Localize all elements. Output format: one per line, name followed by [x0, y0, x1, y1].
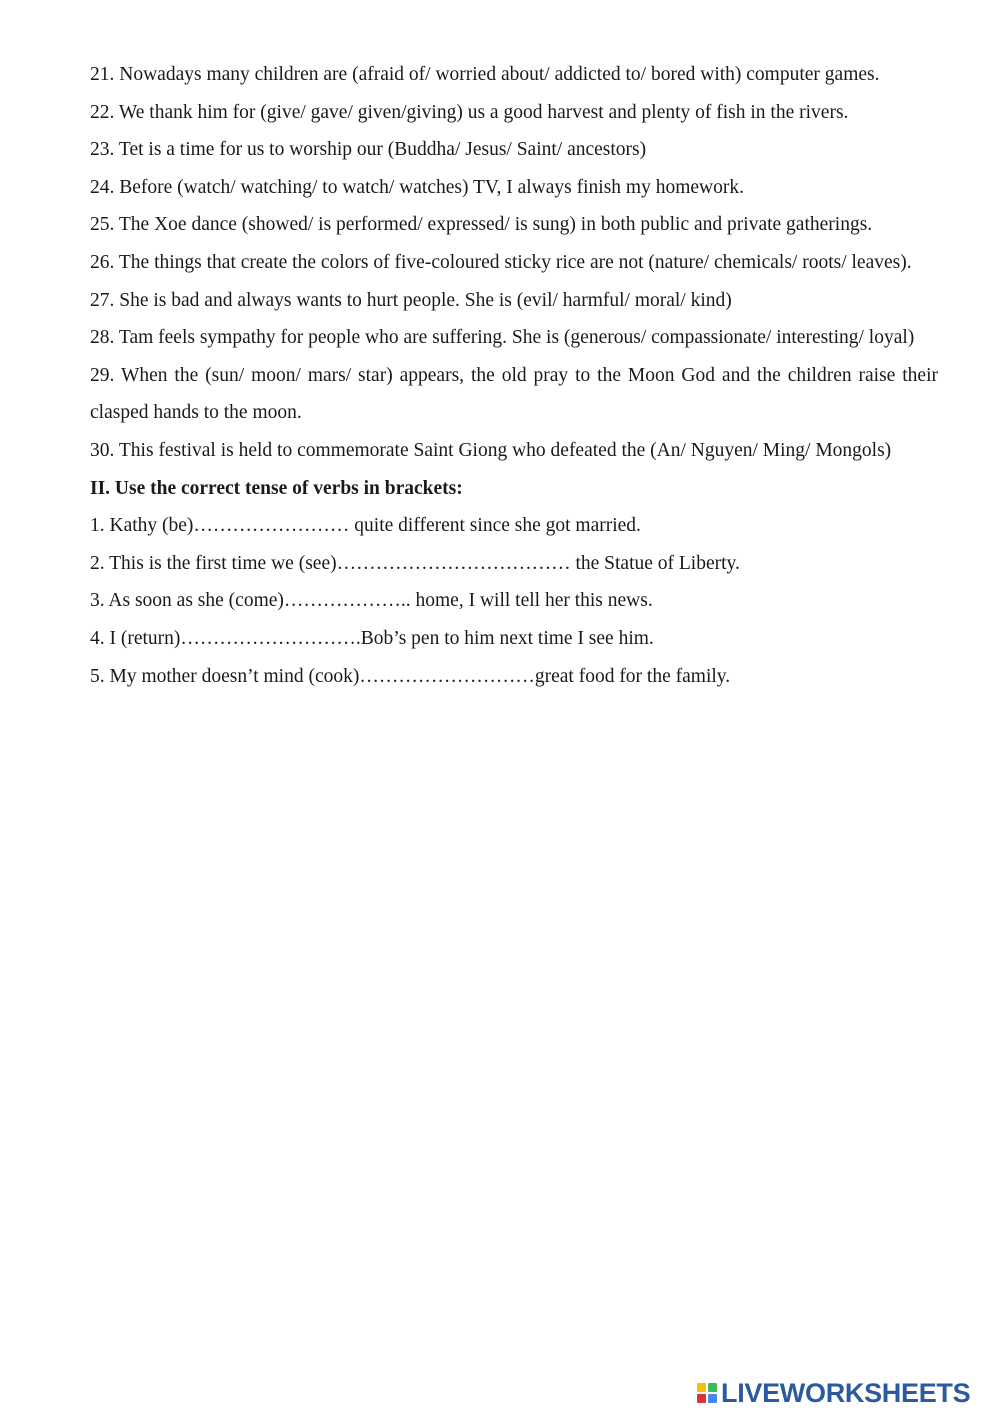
- logo-squares-icon: [697, 1383, 717, 1403]
- question-21: 21. Nowadays many children are (afraid of/ worried about/ addicted to/ bored with) computer games.: [90, 64, 880, 85]
- question-23: 23. Tet is a time for us to worship our (Buddha/ Jesus/ Saint/ ancestors): [90, 139, 647, 161]
- logo-square-icon: [708, 1394, 717, 1403]
- question-22: 22. We thank him for (give/ gave/ given/giving) us a good harvest and plenty of fish in the rivers.: [90, 101, 849, 123]
- logo-square-icon: [708, 1383, 717, 1392]
- question-26: 26. The things that create the colors of five-coloured sticky rice are not (nature/ chemicals/ roots/ leaves).: [90, 251, 912, 273]
- question-29: 29. When the (sun/ moon/ mars/ star) appears, the old pray to the Moon God and the children raise their clasped hands to the moon.: [90, 364, 938, 424]
- question-24: 24. Before (watch/ watching/ to watch/ watches) TV, I always finish my homework.: [90, 176, 744, 198]
- verb-question-3: 3. As soon as she (come)……………….. home, I will tell her this news.: [90, 590, 653, 612]
- question-28: 28. Tam feels sympathy for people who are suffering. She is (generous/ compassionate/ interesting/ loyal): [90, 327, 915, 349]
- question-25: 25. The Xoe dance (showed/ is performed/ expressed/ is sung) in both public and private gatherings.: [90, 214, 873, 236]
- liveworksheets-logo[interactable]: [697, 1378, 970, 1408]
- logo-square-icon: [697, 1394, 706, 1403]
- section-heading: II. Use the correct tense of verbs in brackets:: [90, 477, 463, 499]
- question-30: 30. This festival is held to commemorate Saint Giong who defeated the (An/ Nguyen/ Ming/ Mongols): [90, 439, 892, 461]
- logo-square-icon: [697, 1383, 706, 1392]
- verb-question-2: 2. This is the first time we (see)……………………………… the Statue of Liberty.: [90, 552, 740, 574]
- verb-question-4: 4. I (return)……………………….Bob’s pen to him next time I see him.: [90, 627, 654, 649]
- logo-text: LIVEWORKSHEETS: [721, 1378, 971, 1408]
- verb-question-5: 5. My mother doesn’t mind (cook)………………………great food for the family.: [90, 665, 731, 687]
- verb-question-1: 1. Kathy (be)…………………… quite different since she got married.: [90, 515, 641, 537]
- worksheet-page: [60, 56, 938, 695]
- question-27: 27. She is bad and always wants to hurt people. She is (evil/ harmful/ moral/ kind): [90, 289, 732, 311]
